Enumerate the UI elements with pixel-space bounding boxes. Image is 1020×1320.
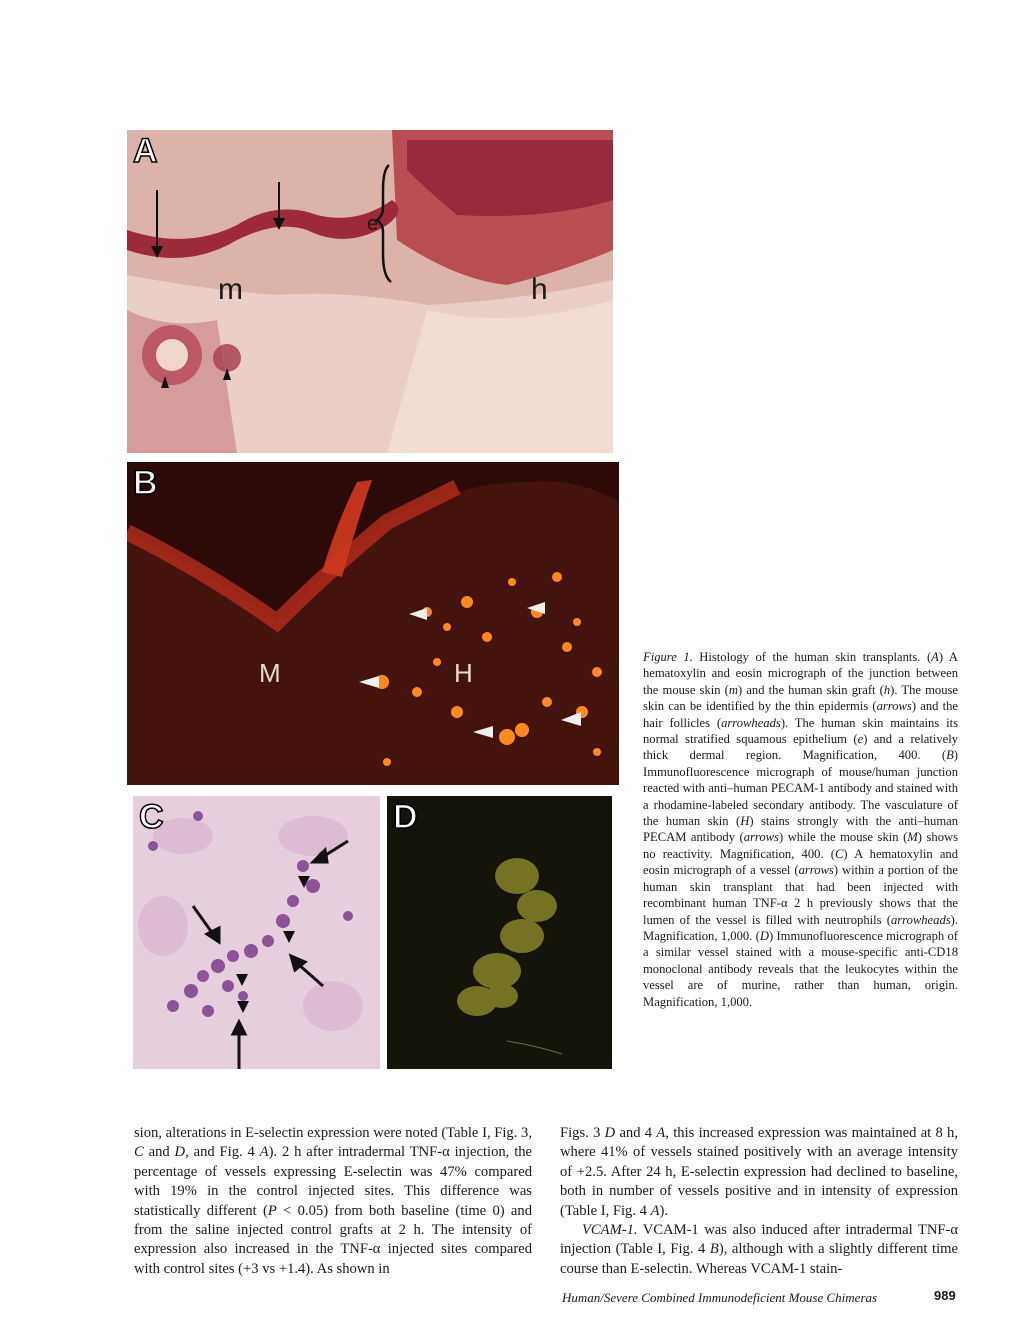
caption-text-segment: B	[946, 748, 954, 763]
body-text-segment: P	[267, 1202, 277, 1219]
panel-a-letter: A	[133, 132, 158, 170]
caption-text-segment: D	[759, 928, 769, 943]
caption-text-segment: ) A hematoxylin and eosin micrograph of a vessel (	[643, 846, 959, 878]
body-text-segment: A	[656, 1125, 666, 1141]
caption-text-segment: C	[834, 846, 844, 861]
body-text-segment: ). 2 h after intradermal TNF-α injection, the percentage of vessels expressing E-selectin was 47% compared with 19% in the control injected sites. This difference was statistically different (	[134, 1144, 533, 1219]
caption-text-segment: ) and the hair follicles (	[643, 699, 958, 730]
body-column-right	[560, 1124, 958, 1279]
caption-text-segment: ). The mouse skin can be identified by the thin epidermis (	[643, 682, 959, 714]
panel-b-label-m: M	[259, 658, 281, 688]
body-text-segment: VCAM-1.	[582, 1222, 638, 1239]
body-text-segment: < 0.05) from both baseline (time 0) and from the saline injected control grafts at 2 h. The intensity of expression also increased in the TNF-α injected sites compared with control sites (+3 vs +1.4). As shown in	[134, 1202, 532, 1277]
caption-text-segment: ) and the human skin graft (	[738, 682, 884, 697]
caption-text-segment: ) Immunofluorescence micrograph of mouse/human junction reacted with anti–human PECAM-1 antibody and stained with a rhodamine-labeled secondary antibody. The vasculature of the human skin (	[643, 748, 958, 829]
panel-c-letter: C	[139, 798, 164, 836]
panel-d-letter: D	[393, 798, 418, 836]
caption-text-segment: H	[740, 814, 750, 829]
caption-text-segment: ) and a relatively thick dermal region. Magnification, 400. (	[643, 732, 958, 763]
caption-text-segment: arrowheads	[890, 912, 951, 927]
body-text-segment: A	[259, 1144, 269, 1161]
body-text-segment: , this increased expression was maintained at 8 h, where 41% of vessels stained positively with an average intensity of +2.5. After 24 h, E-selectin expression had declined to baseline, both in number of vessels positive and in intensity of expression (Table I, Fig. 4	[560, 1125, 959, 1219]
caption-text-segment: e	[857, 732, 864, 747]
panel-b-label-h: H	[454, 658, 473, 688]
caption-text-segment: A	[931, 650, 939, 664]
body-text-segment: ).	[659, 1202, 669, 1219]
caption-text-segment: ) Immunofluorescence micrograph of a similar vessel stained with a mouse-specific anti-CD18 monoclonal antibody reveals that the leukocytes within the vessel are of murine, rather than human, origin. Magnification, 1,000.	[643, 928, 958, 1009]
caption-text-segment: ). The human skin maintains its normal stratified squamous epithelium (	[643, 715, 959, 747]
body-text-segment: D,	[174, 1144, 189, 1161]
page-number: 989	[934, 1288, 956, 1303]
caption-text-segment: h	[883, 682, 891, 697]
caption-text-segment: M	[907, 830, 918, 845]
caption-text-segment: m	[728, 682, 738, 697]
panel-a-label-h: h	[531, 273, 548, 306]
body-paragraph	[560, 1221, 958, 1279]
body-text-segment: ), although with a slightly different time course than E-selectin. Whereas VCAM-1 stain-	[560, 1241, 958, 1277]
caption-text-segment: ) shows no reactivity. Magnification, 400. (	[643, 830, 959, 861]
body-text-segment: D	[604, 1125, 616, 1141]
body-text-segment: VCAM-1 was also induced after intradermal TNF-α injection (Table I, Fig. 4	[560, 1222, 958, 1258]
panel-c-micrograph	[133, 796, 380, 1069]
caption-text-segment: arrowheads	[721, 715, 781, 730]
panel-c-image	[133, 796, 380, 1069]
caption-text-segment: arrows	[798, 863, 834, 878]
caption-text-segment: ) within a portion of the human skin transplant that had been injected with recombinant human TNF-α 2 h previously shows that the lumen of the vessel is filled with neutrophils (	[643, 863, 958, 927]
body-text-segment: B	[709, 1241, 719, 1258]
caption-text-segment: Histology of the human skin transplants. (	[692, 650, 932, 664]
body-text-segment: and Fig. 4	[188, 1144, 260, 1161]
body-text-segment: and 4	[615, 1125, 657, 1141]
panel-d-image	[387, 796, 612, 1069]
panel-b-image	[127, 462, 619, 785]
panel-a-label-e: e	[367, 213, 379, 235]
figure-caption	[643, 649, 958, 1010]
panel-a-label-m: m	[218, 273, 243, 306]
running-title: Human/Severe Combined Immunodeficient Mouse Chimeras	[562, 1290, 878, 1305]
caption-text-segment: arrows	[876, 699, 912, 714]
caption-text-segment: ). Magnification, 1,000. (	[643, 912, 958, 943]
body-text-segment: Figs. 3	[560, 1125, 605, 1141]
body-text-segment: sion, alterations in E-selectin expression were noted (Table I, Fig. 3,	[134, 1125, 532, 1141]
panel-b-letter: B	[133, 464, 158, 502]
body-text-segment: and	[143, 1144, 175, 1161]
body-paragraph	[560, 1124, 958, 1221]
body-text-segment: A	[650, 1202, 660, 1219]
caption-text-segment: ) while the mouse skin (	[778, 830, 908, 845]
panel-d-micrograph	[387, 796, 612, 1069]
caption-text-segment: ) A hematoxylin and eosin micrograph of the junction between the mouse skin (	[643, 650, 958, 697]
caption-text-segment: ) stains strongly with the anti–human PECAM antibody (	[643, 814, 958, 845]
panel-b-micrograph	[127, 462, 619, 785]
body-column-left	[134, 1124, 532, 1279]
panel-a-micrograph	[127, 130, 613, 453]
caption-text-segment: Figure 1.	[643, 650, 693, 664]
caption-text-segment: arrows	[743, 830, 779, 845]
body-paragraph	[134, 1124, 532, 1279]
body-text-segment: C	[134, 1144, 144, 1161]
